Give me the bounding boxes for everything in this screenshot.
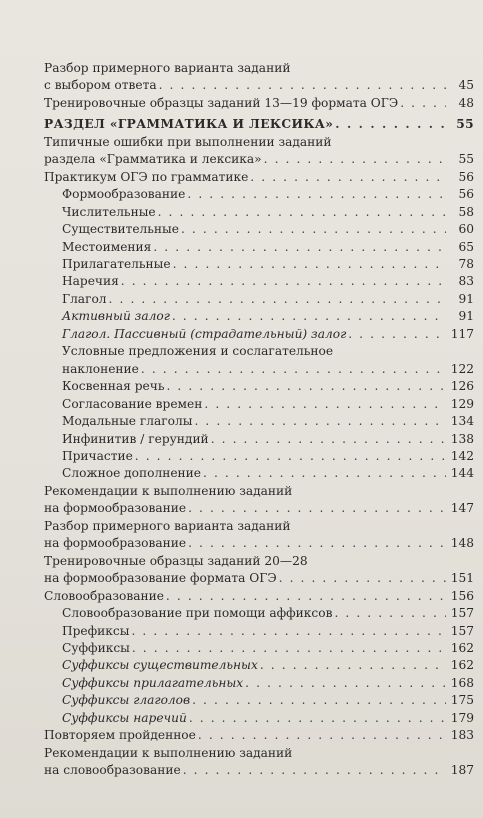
toc-entry	[44, 343, 474, 378]
dot-leader	[245, 675, 446, 692]
toc-page-number: 126	[450, 379, 474, 394]
dot-leader	[187, 186, 446, 203]
dot-leader	[334, 605, 446, 622]
toc-entry-line	[44, 570, 474, 587]
dot-leader	[153, 239, 446, 256]
toc-entry-line	[44, 692, 474, 709]
toc-entry	[44, 483, 474, 518]
toc-entry	[44, 95, 474, 112]
toc-page-number: 148	[450, 536, 474, 551]
toc-entry-line	[44, 256, 474, 273]
toc-entry-line	[44, 605, 474, 622]
toc-entry-title-line: Типичные ошибки при выполнении заданий	[44, 134, 332, 149]
toc-entry-title: Повторяем пройденное	[44, 728, 196, 743]
toc-entry	[44, 588, 474, 605]
toc-entry-title: Сложное дополнение	[62, 466, 202, 481]
toc-entry-line	[44, 169, 474, 186]
toc-entry	[44, 657, 474, 674]
toc-entry	[44, 60, 474, 95]
toc-page-number: 187	[450, 763, 474, 778]
toc-entry-title: Словообразование при помощи аффиксов	[62, 606, 333, 621]
toc-entry-title: Суффиксы наречий	[62, 710, 187, 725]
toc-entry	[44, 308, 474, 325]
toc-page-number: 58	[458, 204, 474, 219]
toc-page-number: 138	[450, 431, 474, 446]
toc-entry-title: Суффиксы	[62, 640, 130, 655]
dot-leader	[141, 361, 446, 378]
toc-page-number: 45	[458, 78, 474, 93]
toc-entry-line	[44, 273, 474, 290]
toc-entry-line	[44, 413, 474, 430]
toc-entry	[44, 692, 474, 709]
toc-entry-title-line: Условные предложения и сослагательное	[62, 344, 334, 359]
toc-entry-title: на формообразование	[44, 536, 187, 551]
toc-entry	[44, 605, 474, 622]
toc-page-number: 162	[450, 640, 474, 655]
toc-entry-line	[44, 465, 474, 482]
toc-entry-line	[44, 291, 474, 308]
toc-page-number: 55	[458, 152, 474, 167]
toc-entry	[44, 518, 474, 553]
toc-entry-line	[44, 623, 474, 640]
toc-entry-title: Местоимения	[62, 239, 152, 254]
dot-leader	[250, 169, 446, 186]
toc-entry-title: Формообразование	[62, 187, 186, 202]
dot-leader	[166, 378, 446, 395]
toc-entry-title: Прилагательные	[62, 256, 171, 271]
toc-entry-title: на словообразование	[44, 763, 181, 778]
toc-page-number: 157	[450, 623, 474, 638]
dot-leader	[264, 151, 446, 168]
toc-page-number: 162	[450, 658, 474, 673]
toc-page-number: 142	[450, 448, 474, 463]
dot-leader	[279, 570, 446, 587]
dot-leader	[335, 116, 446, 133]
toc-entry-title: Модальные глаголы	[62, 414, 193, 429]
toc-entry	[44, 273, 474, 290]
dot-leader	[260, 657, 446, 674]
toc-entry-line	[44, 151, 474, 168]
dot-leader	[400, 95, 446, 112]
toc-page-number: 156	[450, 588, 474, 603]
toc-page-number: 56	[458, 169, 474, 184]
dot-leader	[348, 326, 446, 343]
toc-page-number: 60	[458, 222, 474, 237]
toc-entry	[44, 221, 474, 238]
toc-entry-title: наклонение	[62, 361, 139, 376]
toc-entry	[44, 291, 474, 308]
toc-page-number: 122	[450, 361, 474, 376]
toc-page-number: 91	[458, 291, 474, 306]
toc-page-number: 83	[458, 274, 474, 289]
toc-entry-line	[44, 116, 474, 133]
dot-leader	[173, 256, 446, 273]
toc-entry-title: Причастие	[62, 448, 133, 463]
dot-leader	[121, 273, 446, 290]
toc-section-heading	[44, 116, 474, 133]
toc-entry	[44, 204, 474, 221]
toc-entry	[44, 256, 474, 273]
dot-leader	[188, 500, 446, 517]
dot-leader	[181, 221, 446, 238]
toc-entry	[44, 186, 474, 203]
toc-entry-title: Наречия	[62, 274, 119, 289]
toc-entry	[44, 134, 474, 169]
toc-entry	[44, 431, 474, 448]
toc-page-number: 91	[458, 309, 474, 324]
toc-entry	[44, 465, 474, 482]
toc-page-number: 168	[450, 675, 474, 690]
toc-entry-line	[44, 500, 474, 517]
dot-leader	[211, 431, 446, 448]
toc-entry-title: Префиксы	[62, 623, 130, 638]
toc-entry-line	[44, 588, 474, 605]
toc-entry	[44, 326, 474, 343]
toc-entry	[44, 413, 474, 430]
toc-entry	[44, 239, 474, 256]
toc-entry-line	[44, 640, 474, 657]
dot-leader	[159, 77, 446, 94]
toc-entry-title: на формообразование	[44, 501, 187, 516]
toc-entry-title-line: Разбор примерного варианта заданий	[44, 518, 291, 533]
toc-page-number: 157	[450, 606, 474, 621]
toc-page-number: 179	[450, 710, 474, 725]
dot-leader	[204, 396, 446, 413]
dot-leader	[135, 448, 446, 465]
toc-entry-line	[44, 448, 474, 465]
toc-page-number: 65	[458, 239, 474, 254]
toc-entry-line	[44, 186, 474, 203]
toc-entry	[44, 640, 474, 657]
toc-page-number: 78	[458, 256, 474, 271]
toc-entry	[44, 727, 474, 744]
toc-entry-title: с выбором ответа	[44, 78, 157, 93]
toc-entry-line	[44, 361, 474, 378]
toc-entry-line	[44, 77, 474, 94]
toc-page-number: 147	[450, 501, 474, 516]
toc-entry-title: Числительные	[62, 204, 156, 219]
toc-entry-line	[44, 204, 474, 221]
toc-page-number: 55	[456, 117, 474, 132]
toc-entry-title-line: Тренировочные образцы заданий 20—28	[44, 553, 308, 568]
toc-page-number: 134	[450, 414, 474, 429]
toc-entry-line	[44, 431, 474, 448]
toc-page-number: 48	[458, 95, 474, 110]
toc-entry-line	[44, 535, 474, 552]
dot-leader	[132, 640, 446, 657]
toc-entry-line	[44, 727, 474, 744]
toc-entry-line	[44, 378, 474, 395]
toc-entry-title-line: Рекомендации к выполнению заданий	[44, 483, 293, 498]
dot-leader	[183, 762, 446, 779]
toc-entry	[44, 169, 474, 186]
toc-page-number: 151	[450, 571, 474, 586]
toc-entry-title: Косвенная речь	[62, 379, 165, 394]
toc-entry-title: Словообразование	[44, 588, 164, 603]
toc-page-number: 129	[450, 396, 474, 411]
dot-leader	[188, 535, 446, 552]
toc-entry-line	[44, 239, 474, 256]
toc-entry-title: на формообразование формата ОГЭ	[44, 571, 277, 586]
toc-entry-title: Глагол. Пассивный (страдательный) залог	[62, 326, 347, 341]
toc-entry-line	[44, 221, 474, 238]
toc-entry-title: Тренировочные образцы заданий 13—19 формата ОГЭ	[44, 95, 399, 110]
toc-page-number: 183	[450, 728, 474, 743]
dot-leader	[131, 623, 446, 640]
toc-entry-title: РАЗДЕЛ «ГРАММАТИКА И ЛЕКСИКА»	[44, 117, 334, 132]
toc-entry-title-line: Разбор примерного варианта заданий	[44, 61, 291, 75]
toc-entry-line	[44, 762, 474, 779]
toc-entry-line	[44, 308, 474, 325]
toc-entry-title: Суффиксы прилагательных	[62, 675, 244, 690]
toc-entry-title: раздела «Грамматика и лексика»	[44, 152, 262, 167]
toc-entry	[44, 710, 474, 727]
toc-page-number: 144	[450, 466, 474, 481]
toc-entry	[44, 745, 474, 780]
toc-entry-title: Суффиксы глаголов	[62, 693, 191, 708]
toc-entry-line	[44, 657, 474, 674]
dot-leader	[172, 308, 446, 325]
toc-entry	[44, 448, 474, 465]
toc-entry-title: Глагол	[62, 291, 107, 306]
toc-entry	[44, 396, 474, 413]
toc-page-number: 117	[450, 326, 474, 341]
toc-entry-title: Существительные	[62, 222, 179, 237]
toc-entry-title-line: Рекомендации к выполнению заданий	[44, 745, 293, 760]
toc-entry-title: Активный залог	[62, 309, 170, 324]
dot-leader	[192, 692, 446, 709]
toc-entry	[44, 553, 474, 588]
toc-entry-line	[44, 710, 474, 727]
toc-entry-title: Согласование времен	[62, 396, 203, 411]
table-of-contents	[44, 60, 474, 780]
toc-page-number: 175	[450, 693, 474, 708]
toc-entry-title: Инфинитив / герундий	[62, 431, 209, 446]
dot-leader	[189, 710, 446, 727]
dot-leader	[194, 413, 446, 430]
toc-entry	[44, 623, 474, 640]
toc-entry-line	[44, 675, 474, 692]
dot-leader	[109, 291, 446, 308]
toc-entry-line	[44, 396, 474, 413]
dot-leader	[198, 727, 446, 744]
dot-leader	[166, 588, 446, 605]
toc-entry	[44, 378, 474, 395]
toc-entry-line	[44, 326, 474, 343]
dot-leader	[158, 204, 446, 221]
toc-page-number: 56	[458, 187, 474, 202]
toc-entry-title: Практикум ОГЭ по грамматике	[44, 169, 249, 184]
toc-entry-line	[44, 95, 474, 112]
toc-entry	[44, 675, 474, 692]
toc-entry-title: Суффиксы существительных	[62, 658, 258, 673]
dot-leader	[203, 465, 446, 482]
